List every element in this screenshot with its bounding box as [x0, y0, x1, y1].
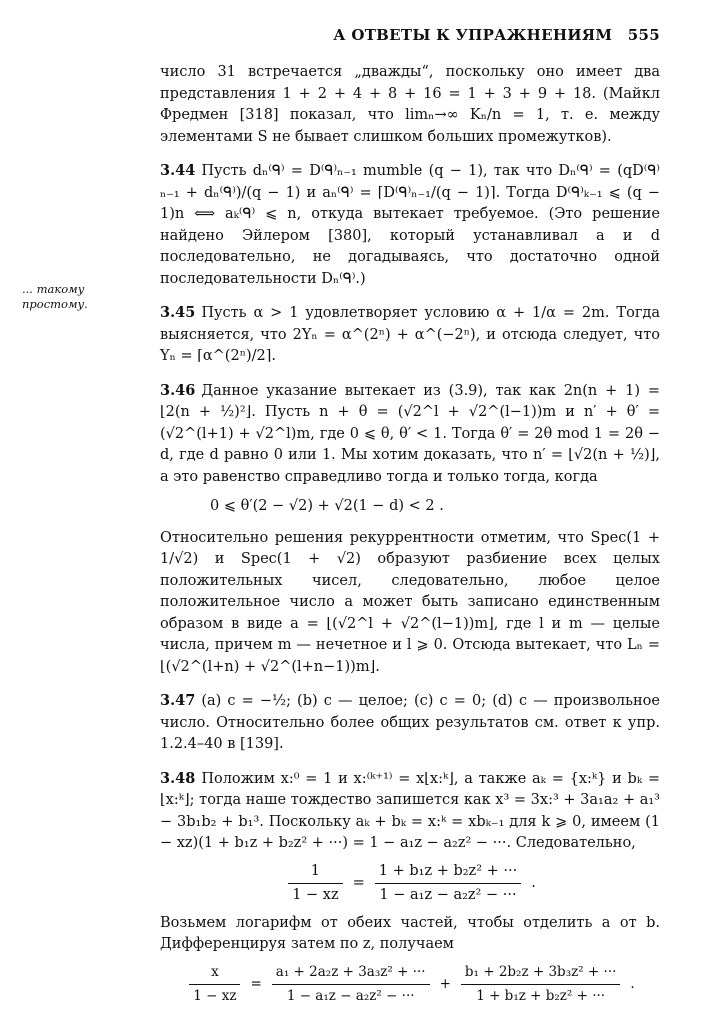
fraction-rhs — [375, 861, 521, 907]
page-number: 555 — [627, 26, 660, 44]
answer-number: 3.44 — [160, 162, 196, 179]
fraction-equation-2 — [160, 962, 660, 1008]
header-title: А ОТВЕТЫ К УПРАЖНЕНИЯМ — [333, 26, 613, 44]
answer-text: Данное указание вытекает из (3.9), так как 2n(n + 1) = ⌊2(n + ½)²⌋. Пусть n + θ = (√2^l + √2^(l−1))m и n′ + θ′ = (√2^(l+1) + √2^l)m, где 0 ⩽ θ, θ′ < 1. Тогда θ′ = 2θ mod 1 = 2θ − d, где d равно 0 или 1. Мы хотим доказать, что n′ = ⌊√2(n + ½)⌋, а это равенство справедливо тогда и только тогда, когда — [160, 382, 660, 485]
denominator: 1 − a₁z − a₂z² − ··· — [379, 887, 517, 903]
answer-3-44 — [160, 160, 660, 290]
answer-3-48 — [160, 768, 660, 1008]
denominator: 1 − xz — [193, 988, 237, 1004]
answer-3-46 — [160, 380, 660, 679]
fraction-lhs — [189, 962, 240, 1008]
main-column — [160, 62, 660, 1014]
equals-sign: = — [352, 874, 365, 891]
margin-note — [22, 282, 132, 312]
answer-3-45 — [160, 302, 660, 368]
intro-paragraph: число 31 встречается „дважды“, поскольку оно имеет два представления 1 + 2 + 4 + 8 + 16 = 1 + 3 + 9 + 18. (Майкл Фредмен [318] показал, что limₙ→∞ Kₙ/n = 1, т. е. между элементами S не бывает слишком больших промежутков). — [160, 64, 660, 145]
fraction-term-1 — [272, 962, 430, 1008]
numerator: x — [189, 962, 240, 986]
numerator: 1 — [288, 861, 342, 885]
answer-text: Пусть α > 1 удовлетворяет условию α + 1/α = 2m. Тогда выясняется, что 2Yₙ = α^(2ⁿ) + α^(−2ⁿ), и отсюда следует, что Yₙ = ⌈α^(2ⁿ)/2⌉. — [160, 305, 660, 364]
period: . — [630, 975, 635, 992]
answer-number: 3.46 — [160, 381, 196, 399]
answer-3-47 — [160, 690, 660, 756]
margin-note-text: ... такому простому. — [22, 282, 88, 311]
answer-text: Положим x:⁰ = 1 и x:⁽ᵏ⁺¹⁾ = x⌊x:ᵏ⌋, а также aₖ = {x:ᵏ} и bₖ = ⌊x:ᵏ⌋; тогда наше тождество запишется как x³ = 3x:³ + 3a₁a₂ + a₁³ − 3b₁b₂ + b₁³. Поскольку aₖ + bₖ = x:ᵏ = xbₖ₋₁ для k ⩾ 0, имеем (1 − xz)(1 + b₁z + b₂z² + ···) = 1 − a₁z − a₂z² − ···. Следовательно, — [160, 770, 660, 851]
numerator: a₁ + 2a₂z + 3a₃z² + ··· — [272, 962, 430, 986]
numerator: b₁ + 2b₂z + 3b₃z² + ··· — [461, 962, 621, 986]
running-header — [160, 26, 660, 44]
fraction-equation-1 — [160, 861, 660, 907]
answer-text-continued: Возьмем логарифм от обеих частей, чтобы отделить a от b. Дифференцируя затем по z, получаем — [160, 914, 660, 952]
answer-number: 3.47 — [160, 692, 196, 709]
display-equation: 0 ⩽ θ′(2 − √2) + √2(1 − d) < 2 . — [210, 498, 444, 514]
numerator: 1 + b₁z + b₂z² + ··· — [375, 861, 521, 885]
plus-sign: + — [439, 975, 451, 992]
answer-text: (a) c = −½; (b) c — целое; (c) c = 0; (d) c — произвольное число. Относительно более общих результатов см. ответ к упр. 1.2.4–40 в [139]. — [160, 693, 660, 752]
denominator: 1 − xz — [292, 887, 339, 903]
denominator: 1 + b₁z + b₂z² + ··· — [476, 988, 606, 1004]
answer-text: Пусть dₙ⁽ᑫ⁾ = D⁽ᑫ⁾ₙ₋₁ mumble (q − 1), так что Dₙ⁽ᑫ⁾ = (qD⁽ᑫ⁾ₙ₋₁ + dₙ⁽ᑫ⁾)/(q − 1) и aₙ⁽ᑫ⁾ = ⌈D⁽ᑫ⁾ₙ₋₁/(q − 1)⌉. Тогда D⁽ᑫ⁾ₖ₋₁ ⩽ (q − 1)n ⟺ aₖ⁽ᑫ⁾ ⩽ n, откуда вытекает требуемое. (Это решение найдено Эйлером [380], который устанавливал a и d последовательно, не догадываясь, что достаточно одной последовательности Dₙ⁽ᑫ⁾.) — [160, 163, 660, 287]
denominator: 1 − a₁z − a₂z² − ··· — [286, 988, 415, 1004]
fraction-term-2 — [461, 962, 621, 1008]
answer-number: 3.48 — [160, 769, 196, 787]
period: . — [531, 874, 536, 891]
fraction-lhs — [288, 861, 342, 907]
answer-number: 3.45 — [160, 304, 196, 321]
answer-text-continued: Относительно решения рекуррентности отметим, что Spec(1 + 1/√2) и Spec(1 + √2) образуют разбиение всех целых положительных чисел, следовательно, любое целое положительное число a может быть записано единственным образом в виде a = ⌊(√2^l + √2^(l−1))m⌋, где l и m — целые числа, причем m — нечетное и l ⩾ 0. Отсюда вытекает, что Lₙ = ⌊(√2^(l+n) + √2^(l+n−1))m⌋. — [160, 529, 660, 675]
equals-sign: = — [250, 975, 262, 992]
